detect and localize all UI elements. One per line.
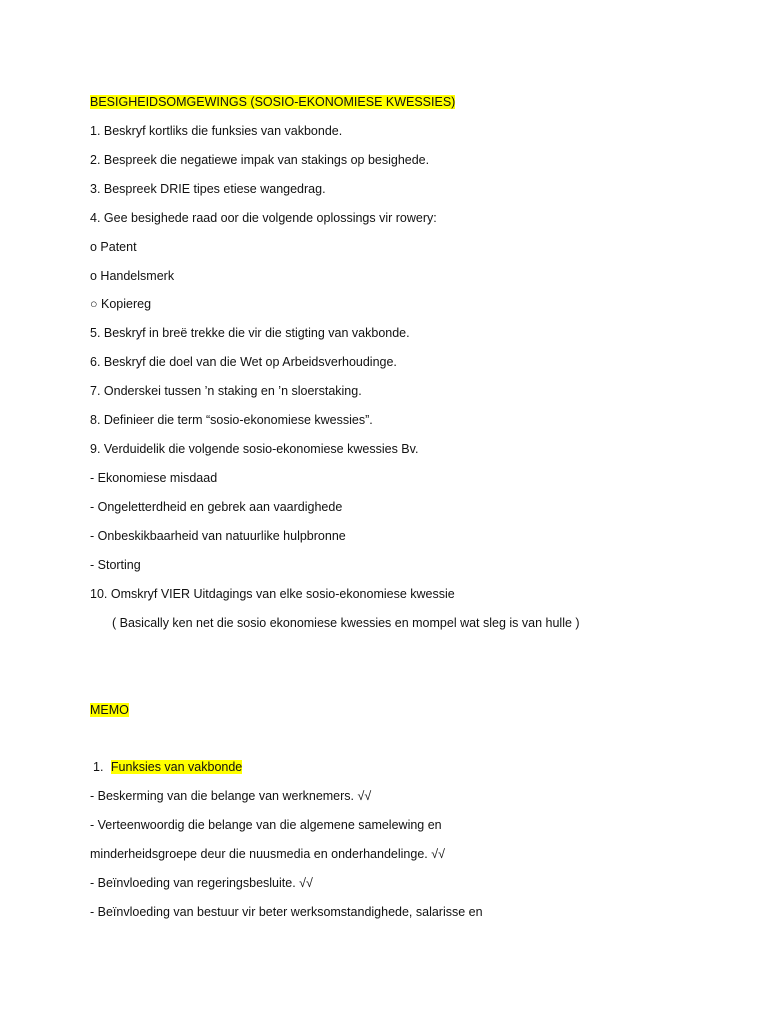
question-line: 9. Verduidelik die volgende sosio-ekonomiese kwessies Bv. [90, 442, 419, 456]
dash-line: - Ongeletterdheid en gebrek aan vaardighede [90, 500, 343, 514]
question-line: 1. Beskryf kortliks die funksies van vakbonde. [90, 124, 343, 138]
dash-line: - Storting [90, 558, 141, 572]
question-line: 6. Beskryf die doel van die Wet op Arbeidsverhoudinge. [90, 355, 397, 369]
bullet-line: o Handelsmerk [90, 269, 175, 283]
memo-item-number: 1. [93, 760, 104, 774]
memo-item-title: Funksies van vakbonde [110, 760, 243, 774]
dash-line: - Onbeskikbaarheid van natuurlike hulpbronne [90, 529, 346, 543]
question-line: 5. Beskryf in breë trekke die vir die stigting van vakbonde. [90, 326, 410, 340]
heading-highlight: BESIGHEIDSOMGEWINGS (SOSIO-EKONOMIESE KWESSIES) [90, 95, 456, 109]
bullet-line: o Patent [90, 240, 137, 254]
document-heading [90, 94, 455, 110]
memo-line: minderheidsgroepe deur die nuusmedia en onderhandelinge. √√ [90, 847, 445, 861]
memo-line: - Beskerming van die belange van werknemers. √√ [90, 789, 372, 803]
memo-line: - Verteenwoordig die belange van die algemene samelewing en [90, 818, 442, 832]
memo-item-heading [93, 759, 242, 775]
bullet-line: ○ Kopiereg [90, 297, 152, 311]
question-line: 2. Bespreek die negatiewe impak van stakings op besighede. [90, 153, 430, 167]
question-line: 4. Gee besighede raad oor die volgende oplossings vir rowery: [90, 211, 437, 225]
memo-line: - Beïnvloeding van bestuur vir beter werksomstandighede, salarisse en [90, 905, 483, 919]
memo-heading [90, 702, 129, 718]
memo-line: - Beïnvloeding van regeringsbesluite. √√ [90, 876, 313, 890]
study-note: ( Basically ken net die sosio ekonomiese kwessies en mompel wat sleg is van hulle ) [112, 616, 580, 630]
question-line: 3. Bespreek DRIE tipes etiese wangedrag. [90, 182, 326, 196]
dash-line: - Ekonomiese misdaad [90, 471, 218, 485]
question-line: 8. Definieer die term “sosio-ekonomiese kwessies”. [90, 413, 373, 427]
memo-heading-highlight: MEMO [90, 703, 129, 717]
question-line: 7. Onderskei tussen ’n staking en ’n sloerstaking. [90, 384, 362, 398]
question-line: 10. Omskryf VIER Uitdagings van elke sosio-ekonomiese kwessie [90, 587, 455, 601]
